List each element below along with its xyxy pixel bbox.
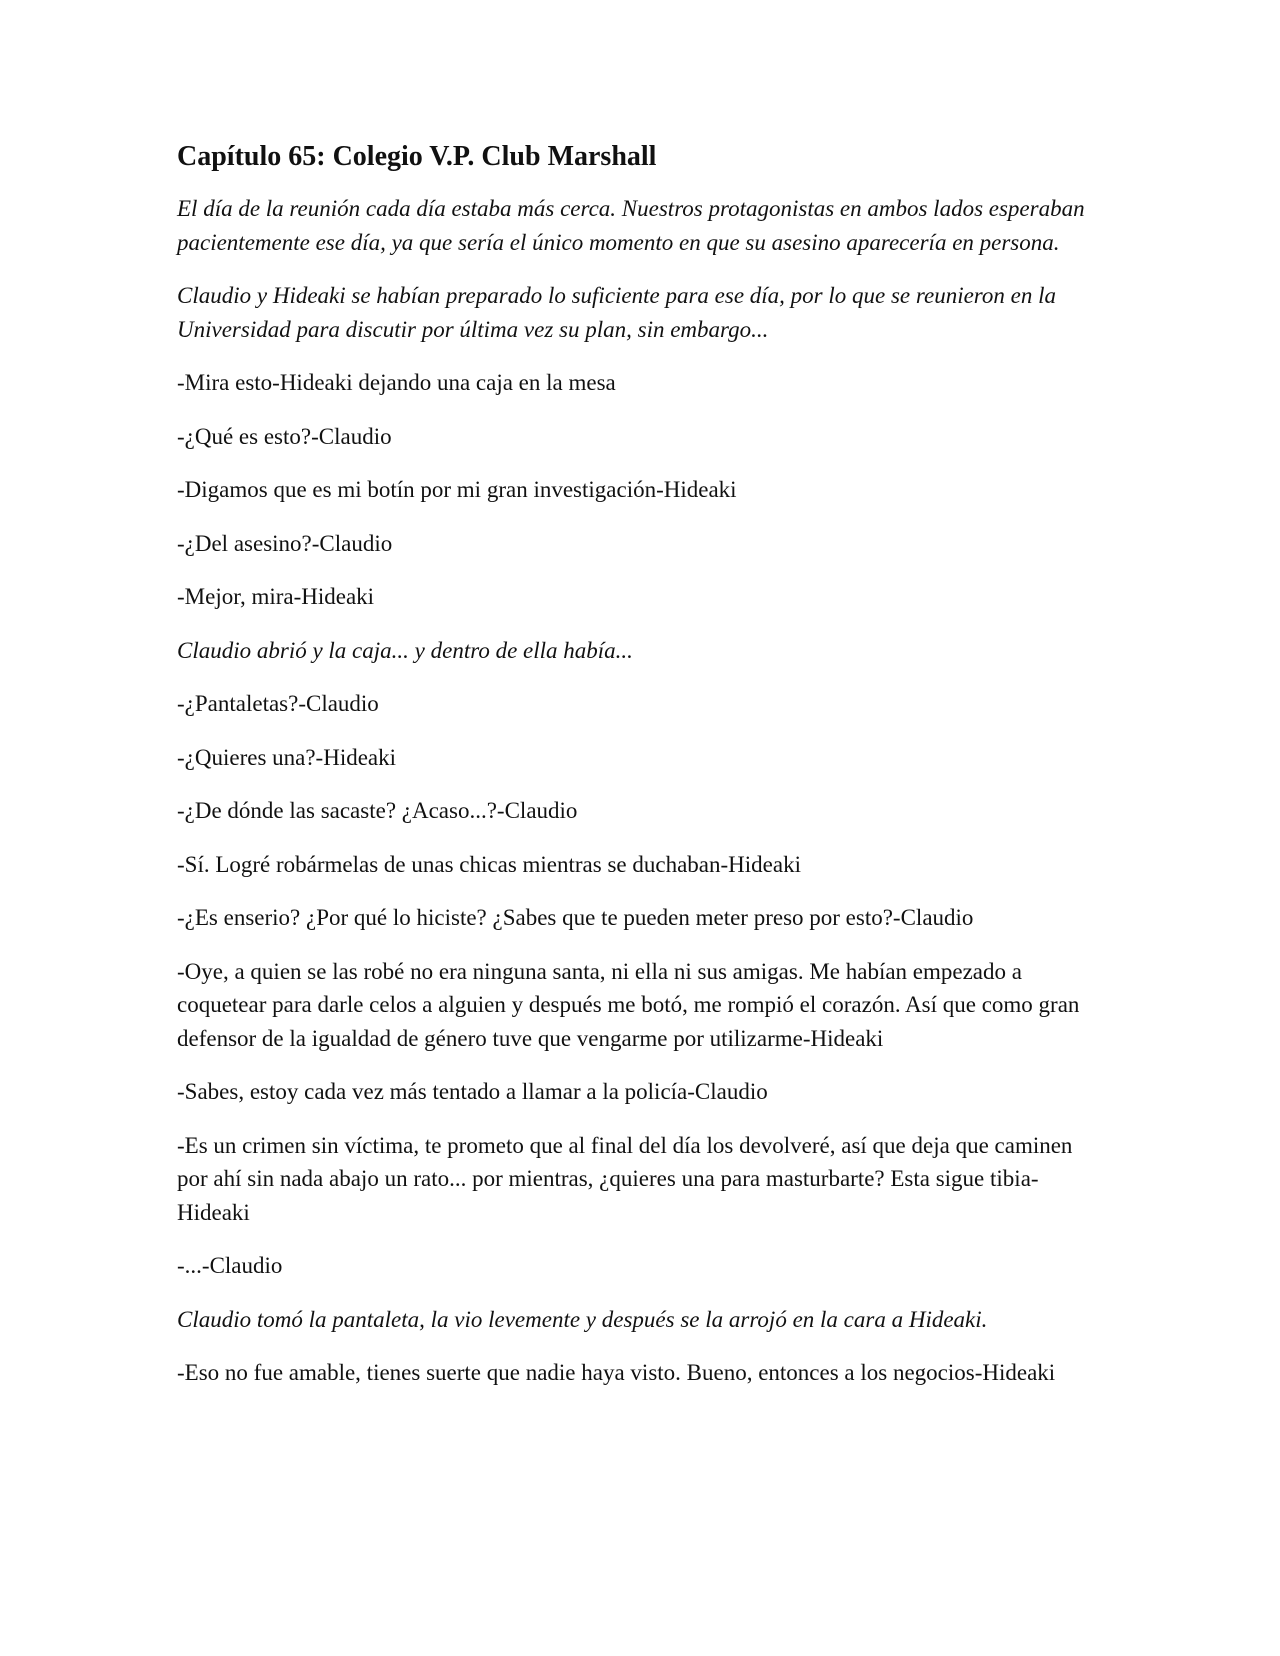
narration-paragraph: Claudio tomó la pantaleta, la vio levemente y después se la arrojó en la cara a Hideaki. — [177, 1306, 988, 1332]
dialogue-line: -Mejor, mira-Hideaki — [177, 584, 375, 609]
dialogue-line: -¿Pantaletas?-Claudio — [177, 691, 379, 716]
dialogue-line: -Es un crimen sin víctima, te prometo que al final del día los devolveré, así que deja que caminen por ahí sin nada abajo un rato... por mientras, ¿quieres una para masturbarte? Esta sigue tibia-Hideaki — [177, 1132, 1073, 1225]
dialogue-line: -Oye, a quien se las robé no era ninguna santa, ni ella ni sus amigas. Me habían empezado a coquetear para darle celos a alguien y después me botó, me rompió el corazón. Así que como gran defensor de la igualdad de género tuve que vengarme por utilizarme-Hideaki — [177, 958, 1080, 1051]
chapter-title: Capítulo 65: Colegio V.P. Club Marshall — [177, 141, 657, 172]
narration-paragraph: Claudio abrió y la caja... y dentro de ella había... — [177, 637, 633, 663]
dialogue-line: -Digamos que es mi botín por mi gran investigación-Hideaki — [177, 477, 737, 502]
dialogue-line: -¿Del asesino?-Claudio — [177, 530, 393, 556]
dialogue-line: -¿Es enserio? ¿Por qué lo hiciste? ¿Sabes que te pueden meter preso por esto?-Claudio — [177, 905, 974, 930]
dialogue-line: -Sabes, estoy cada vez más tentado a llamar a la policía-Claudio — [177, 1079, 768, 1104]
dialogue-line: -...-Claudio — [177, 1253, 283, 1278]
dialogue-line: -¿Qué es esto?-Claudio — [177, 423, 392, 449]
dialogue-line: -¿De dónde las sacaste? ¿Acaso...?-Claudio — [177, 798, 578, 823]
narration-paragraph: El día de la reunión cada día estaba más cerca. Nuestros protagonistas en ambos lados esperaban pacientemente ese día, ya que sería el único momento en que su asesino aparecería en persona. — [177, 196, 1085, 255]
document-body — [177, 140, 1107, 1410]
dialogue-line: -Mira esto-Hideaki dejando una caja en la mesa — [177, 370, 616, 395]
narration-paragraph: Claudio y Hideaki se habían preparado lo suficiente para ese día, por lo que se reunieron en la Universidad para discutir por última vez su plan, sin embargo... — [177, 283, 1056, 342]
dialogue-line: -Eso no fue amable, tienes suerte que nadie haya visto. Bueno, entonces a los negocios-Hideaki — [177, 1360, 1056, 1385]
dialogue-line: -¿Quieres una?-Hideaki — [177, 744, 397, 770]
dialogue-line: -Sí. Logré robármelas de unas chicas mientras se duchaban-Hideaki — [177, 851, 801, 877]
